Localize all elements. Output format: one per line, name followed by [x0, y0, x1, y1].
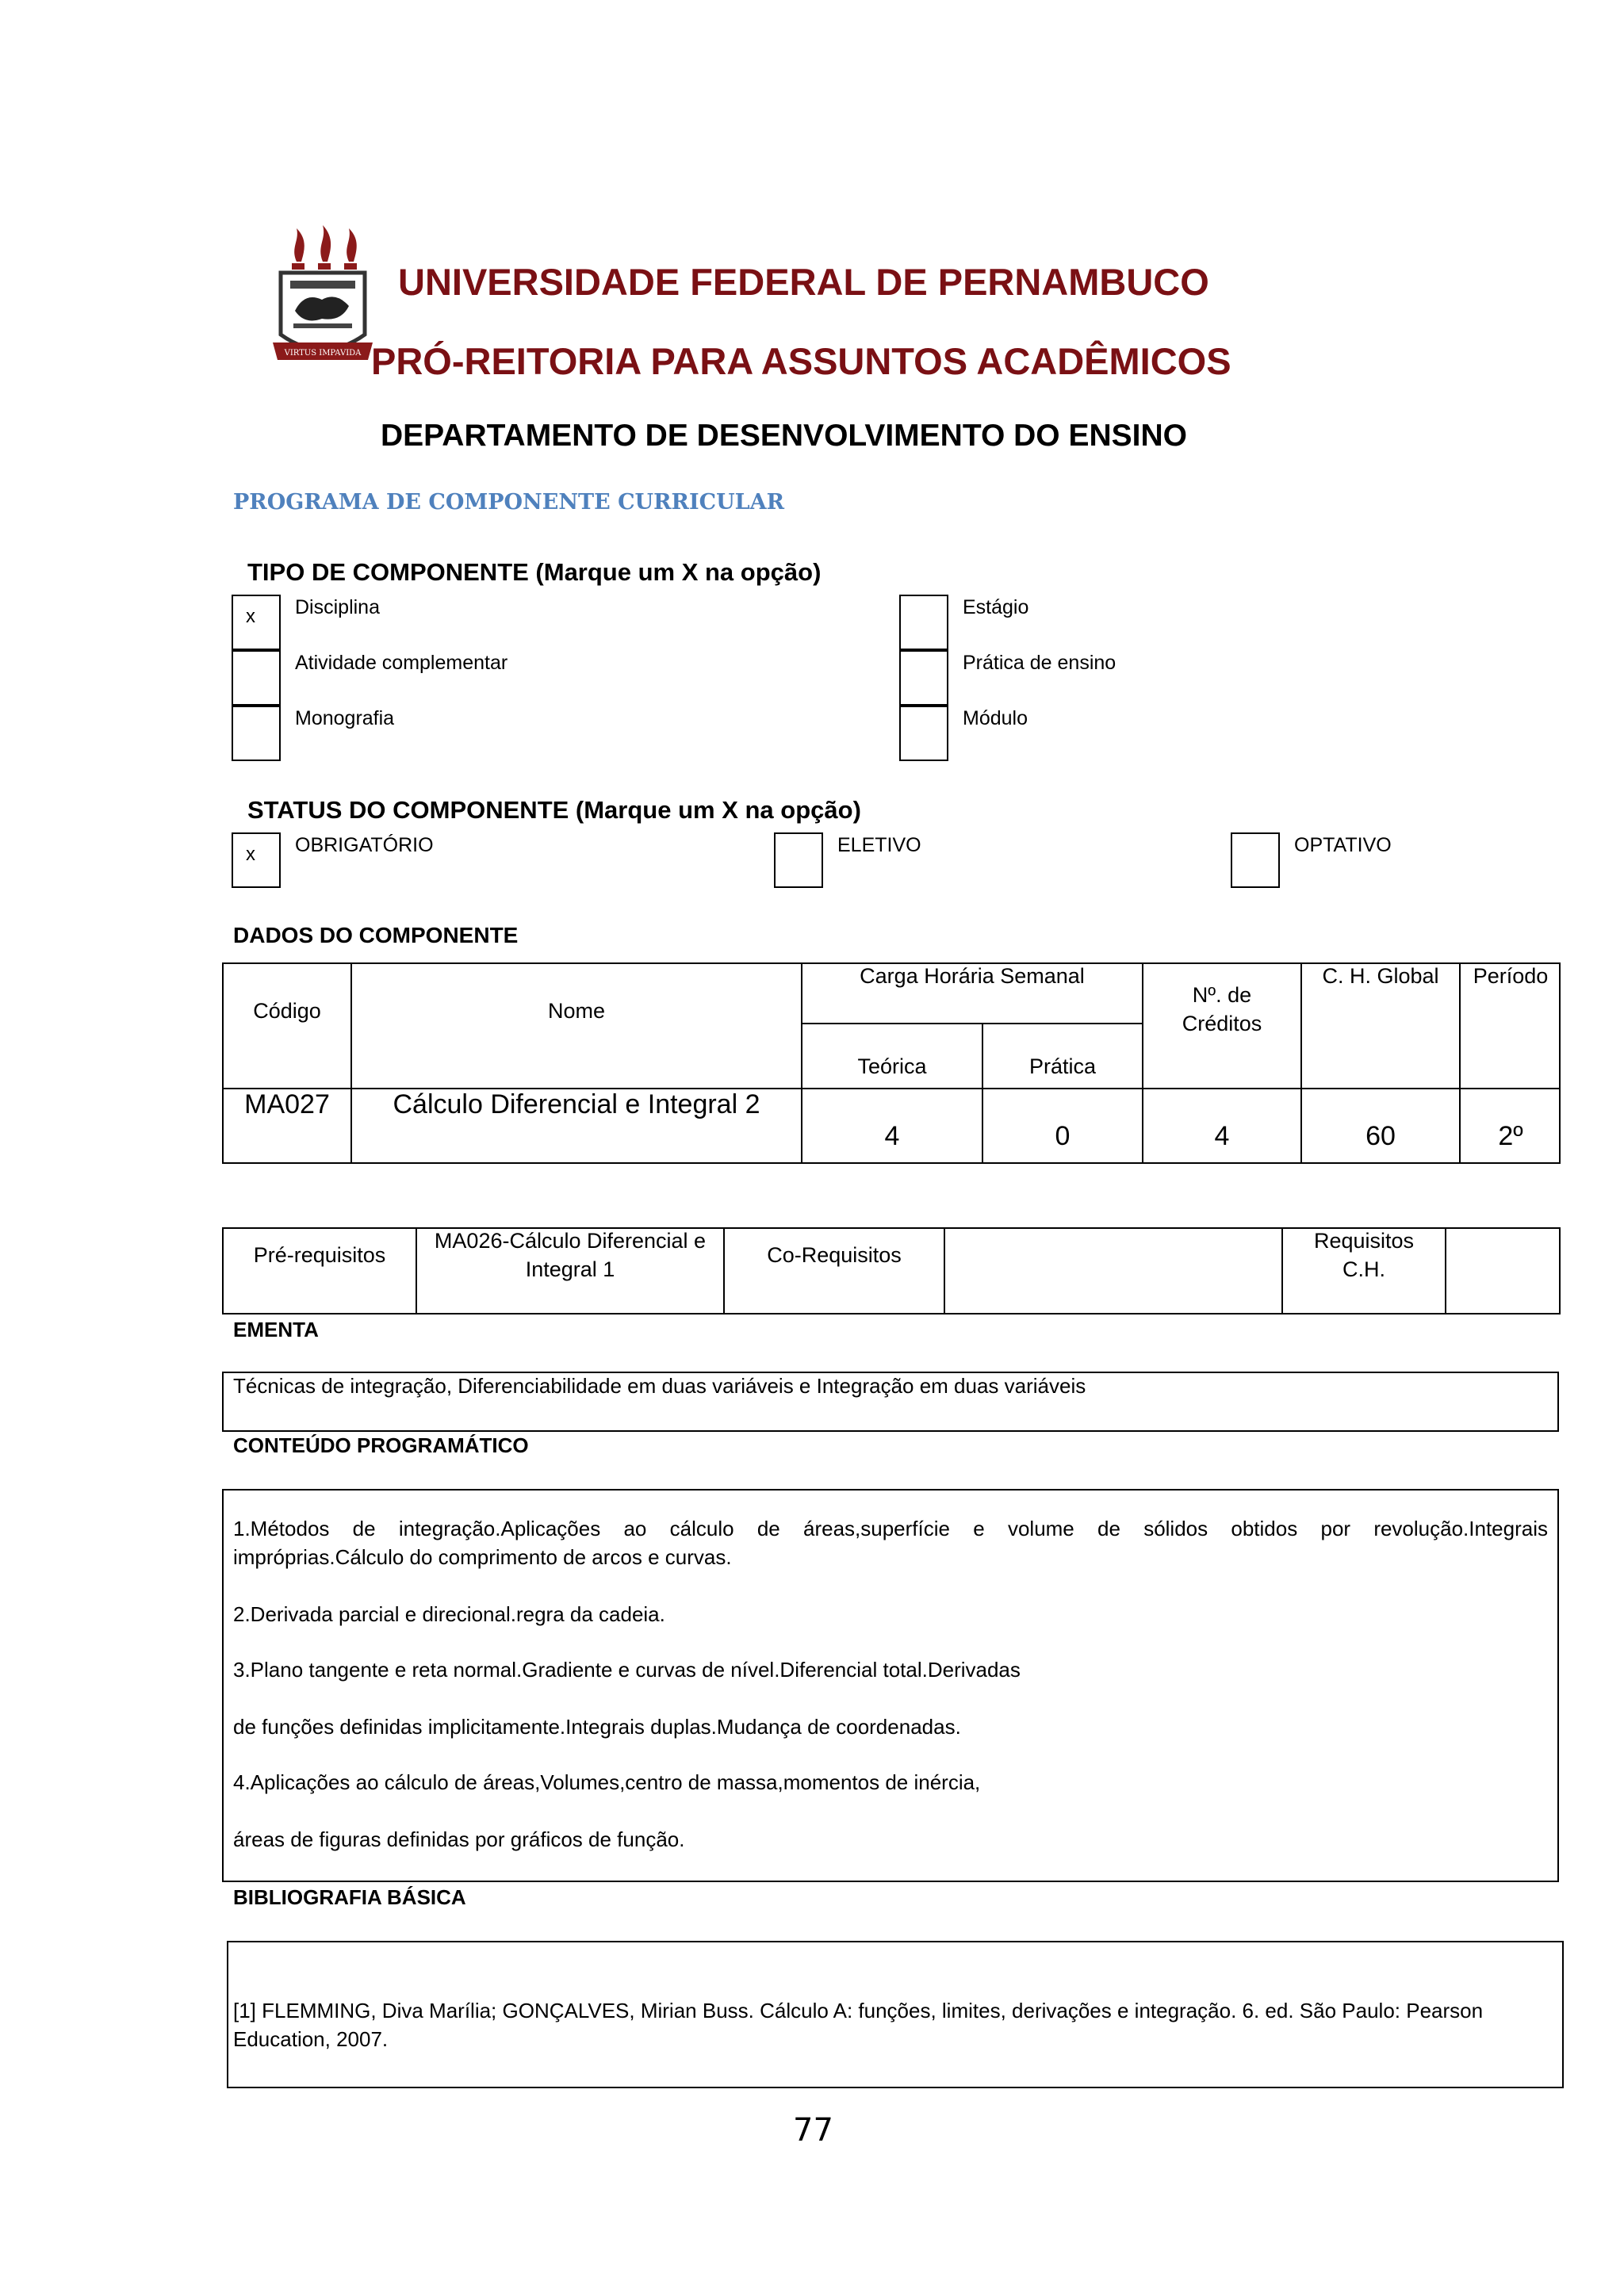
department-title: DEPARTAMENTO DE DESENVOLVIMENTO DO ENSINO [381, 419, 1187, 453]
cell-nome: Cálculo Diferencial e Integral 2 [393, 1089, 760, 1119]
svg-text:VIRTUS IMPAVIDA: VIRTUS IMPAVIDA [284, 349, 362, 358]
conteudo-title: CONTEÚDO PROGRAMÁTICO [233, 1433, 529, 1457]
tipo-title: TIPO DE COMPONENTE (Marque um X na opção) [247, 558, 822, 586]
conteudo-p6: áreas de figuras definidas por gráficos de função. [233, 1827, 685, 1851]
cell-pratica: 0 [1055, 1121, 1071, 1151]
option-disciplina: Disciplina [295, 596, 380, 618]
program-title: PROGRAMA DE COMPONENTE CURRICULAR [233, 490, 785, 515]
conteudo-p4: de funções definidas implicitamente.Integrais duplas.Mudança de coordenadas. [233, 1715, 961, 1739]
bibliografia-line2: Education, 2007. [233, 2027, 389, 2051]
cell-teorica: 4 [884, 1121, 900, 1151]
ementa-title: EMENTA [233, 1318, 319, 1341]
status-title: STATUS DO COMPONENTE (Marque um X na opção) [247, 796, 861, 824]
bibliografia-line1: [1] FLEMMING, Diva Marília; GONÇALVES, Mirian Buss. Cálculo A: funções, limites, derivações e integração. 6. ed. São Paulo: Pearson [233, 1999, 1484, 2022]
conteudo-p1-line1: 1.Métodos de integração.Aplicações ao cálculo de áreas,superfície e volume de sólidos obtidos por revolução.Integrais [233, 1517, 1548, 1540]
header-periodo: Período [1473, 964, 1549, 988]
checkbox-obrigatorio[interactable] [232, 832, 281, 888]
bibliografia-title: BIBLIOGRAFIA BÁSICA [233, 1885, 466, 1909]
checkbox-monografia[interactable] [232, 706, 281, 761]
option-modulo: Módulo [963, 707, 1028, 729]
checkbox-estagio[interactable] [899, 595, 948, 650]
header-nome: Nome [547, 999, 606, 1023]
cell-codigo: MA027 [244, 1089, 330, 1119]
conteudo-p3: 3.Plano tangente e reta normal.Gradiente e curvas de nível.Diferencial total.Derivadas [233, 1658, 1021, 1682]
checkbox-optativo[interactable] [1231, 832, 1280, 888]
cell-ch-global: 60 [1365, 1121, 1396, 1151]
conteudo-p5: 4.Aplicações ao cálculo de áreas,Volumes,centro de massa,momentos de inércia, [233, 1770, 981, 1794]
header-teorica: Teórica [857, 1054, 927, 1078]
header-ch-global: C. H. Global [1322, 964, 1439, 988]
cell-periodo: 2º [1498, 1121, 1523, 1151]
conteudo-p2: 2.Derivada parcial e direcional.regra da cadeia. [233, 1602, 665, 1626]
header-carga: Carga Horária Semanal [860, 964, 1085, 988]
pre-requisitos-value-2: Integral 1 [525, 1257, 615, 1281]
ufpe-logo [273, 224, 373, 374]
option-pratica-de-ensino: Prática de ensino [963, 652, 1116, 674]
pre-requisitos-value-1: MA026-Cálculo Diferencial e [434, 1229, 707, 1253]
checkbox-pratica-de-ensino[interactable] [899, 650, 948, 706]
checkbox-eletivo[interactable] [774, 832, 823, 888]
university-title: UNIVERSIDADE FEDERAL DE PERNAMBUCO [398, 261, 1209, 303]
requisitos-ch-label-1: Requisitos [1313, 1229, 1415, 1253]
requisitos-ch-label-2: C.H. [1342, 1257, 1385, 1281]
header-creditos-2: Créditos [1182, 1012, 1262, 1035]
header-codigo: Código [253, 999, 321, 1023]
header-pratica: Prática [1028, 1054, 1097, 1078]
header-creditos-1: Nº. de [1192, 983, 1252, 1007]
option-monografia: Monografia [295, 707, 395, 729]
page-number: 77 [793, 2112, 833, 2149]
pro-reitoria-title: PRÓ-REITORIA PARA ASSUNTOS ACADÊMICOS [371, 340, 1231, 382]
checkbox-disciplina[interactable] [232, 595, 281, 650]
conteudo-p1-line2: impróprias.Cálculo do comprimento de arcos e curvas. [233, 1545, 732, 1569]
pre-requisitos-label: Pré-requisitos [253, 1243, 386, 1267]
checkbox-atividade-complementar[interactable] [232, 650, 281, 706]
option-optativo: OPTATIVO [1294, 834, 1392, 856]
checkbox-mark: x [246, 844, 255, 865]
cell-creditos: 4 [1214, 1121, 1230, 1151]
co-requisitos-label: Co-Requisitos [767, 1243, 902, 1267]
option-obrigatorio: OBRIGATÓRIO [295, 834, 434, 856]
checkbox-mark: x [246, 606, 255, 627]
ementa-text: Técnicas de integração, Diferenciabilidade em duas variáveis e Integração em duas variáveis [233, 1374, 1086, 1398]
option-eletivo: ELETIVO [837, 834, 921, 856]
checkbox-modulo[interactable] [899, 706, 948, 761]
dados-title: DADOS DO COMPONENTE [233, 923, 519, 947]
option-estagio: Estágio [963, 596, 1029, 618]
option-atividade-complementar: Atividade complementar [295, 652, 508, 674]
